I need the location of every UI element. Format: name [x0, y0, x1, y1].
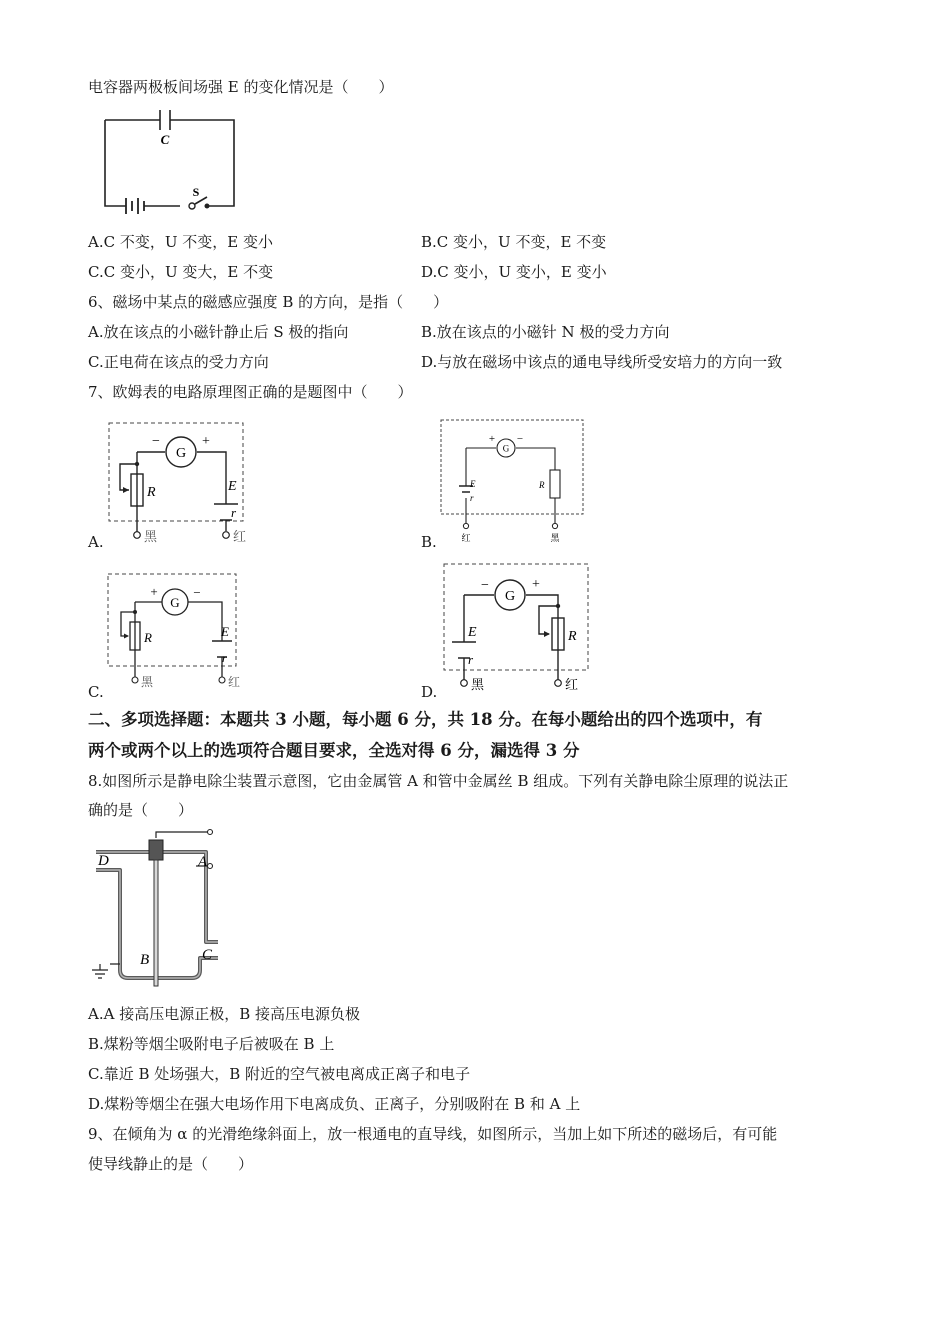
q7b-small-r-label: r: [470, 493, 474, 503]
q7d-galvanometer-label: G: [504, 589, 516, 604]
q5-option-a: A.C 不变，U 不变，E 变小: [88, 233, 273, 251]
q5-option-b: B.C 变小，U 不变，E 不变: [421, 233, 607, 251]
q7a-red-label: 红: [233, 529, 247, 544]
q7-letter-d: D.: [421, 683, 438, 701]
q7c-e-label: E: [221, 624, 229, 639]
q8-label-d: D: [98, 853, 109, 869]
q8-stem-line2: 确的是（ ）: [88, 801, 194, 819]
q7c-black-label: 黑: [141, 675, 154, 689]
q7c-galvanometer-label: G: [170, 595, 180, 610]
q7-figure-c: [100, 568, 250, 692]
q8-option-c: C.靠近 B 处场强大，B 附近的空气被电离成正离子和电子: [88, 1065, 471, 1083]
q7b-plus-label: +: [488, 433, 496, 445]
q7d-red-label: 红: [565, 677, 579, 692]
q7a-r-label: R: [147, 485, 156, 500]
q7-letter-c: C.: [88, 683, 104, 701]
q7d-e-label: E: [468, 625, 477, 640]
q8-label-b: B: [140, 952, 150, 968]
q6-stem: 6、磁场中某点的磁感应强度 B 的方向，是指（ ）: [88, 293, 449, 311]
q6-option-d: D.与放在磁场中该点的通电导线所受安培力的方向一致: [421, 353, 783, 371]
q7b-r-label: R: [539, 480, 545, 490]
q7b-minus-label: −: [516, 433, 524, 445]
q7a-plus-label: +: [202, 434, 210, 449]
q7b-galvanometer-label: G: [502, 443, 510, 454]
q7-figure-d: [436, 558, 596, 694]
q7c-minus-label: −: [193, 585, 201, 600]
q8-option-d: D.煤粉等烟尘在强大电场作用下电离成负、正离子，分别吸附在 B 和 A 上: [88, 1095, 581, 1113]
q7d-r-label: R: [568, 629, 577, 644]
q8-label-a: A: [198, 854, 208, 870]
q5-option-d: D.C 变小，U 变小，E 变小: [421, 263, 607, 281]
q8-option-b: B.煤粉等烟尘吸附电子后被吸在 B 上: [88, 1035, 335, 1053]
q7c-red-label: 红: [228, 675, 241, 689]
q7d-small-r-label: r: [468, 652, 474, 667]
q6-option-b: B.放在该点的小磁针 N 极的受力方向: [421, 323, 670, 341]
q6-option-a: A.放在该点的小磁针静止后 S 极的指向: [88, 323, 349, 341]
q7a-small-r-label: r: [231, 505, 237, 520]
q7b-black-label: 黑: [550, 533, 560, 543]
q7c-small-r-label: r: [222, 651, 227, 665]
q5-option-c: C.C 变小，U 变大，E 不变: [88, 263, 274, 281]
q8-option-a: A.A 接高压电源正极，B 接高压电源负极: [88, 1005, 360, 1023]
q7-figure-a: [100, 418, 260, 548]
q7c-plus-label: +: [150, 584, 158, 599]
q7a-black-label: 黑: [144, 529, 158, 544]
q7c-r-label: R: [144, 630, 152, 645]
q7-letter-b: B.: [421, 533, 437, 551]
q8-stem-line1: 8.如图所示是静电除尘装置示意图，它由金属管 A 和管中金属丝 B 组成。下列有关静电除尘原理的说法正: [88, 772, 789, 790]
q5-capacitor-label: C: [160, 132, 170, 147]
q9-stem-line1: 9、在倾角为 α 的光滑绝缘斜面上，放一根通电的直导线，如图所示，当加上如下所述的磁场后，有可能: [88, 1125, 778, 1143]
q8-label-c: C: [202, 947, 213, 963]
q7a-minus-label: −: [152, 434, 160, 449]
q7d-minus-label: −: [481, 578, 489, 593]
section2-heading-line2: 两个或两个以上的选项符合题目要求，全选对得 6 分，漏选得 3 分: [88, 741, 580, 760]
q9-stem-line2: 使导线静止的是（ ）: [88, 1155, 254, 1173]
q7d-black-label: 黑: [471, 677, 485, 692]
q7-stem: 7、欧姆表的电路原理图正确的是题图中（ ）: [88, 383, 413, 401]
q7d-plus-label: +: [532, 577, 540, 592]
q7a-e-label: E: [228, 479, 237, 494]
q5-switch-label: S: [192, 185, 200, 199]
q5-circuit-figure: [96, 108, 246, 218]
q5-stem: 电容器两极板间场强 E 的变化情况是（ ）: [88, 78, 394, 96]
q7-letter-a: A.: [88, 533, 104, 551]
q7b-red-label: 红: [461, 533, 471, 543]
q6-option-c: C.正电荷在该点的受力方向: [88, 353, 269, 371]
q8-electrostatic-precipitator-figure: [88, 828, 248, 992]
q7-figure-b: [435, 414, 595, 548]
q7a-galvanometer-label: G: [175, 446, 187, 461]
q7b-e-label: E: [470, 479, 476, 489]
section2-heading-line1: 二、多项选择题：本题共 3 小题，每小题 6 分，共 18 分。在每小题给出的四个选项中，有: [88, 710, 763, 729]
